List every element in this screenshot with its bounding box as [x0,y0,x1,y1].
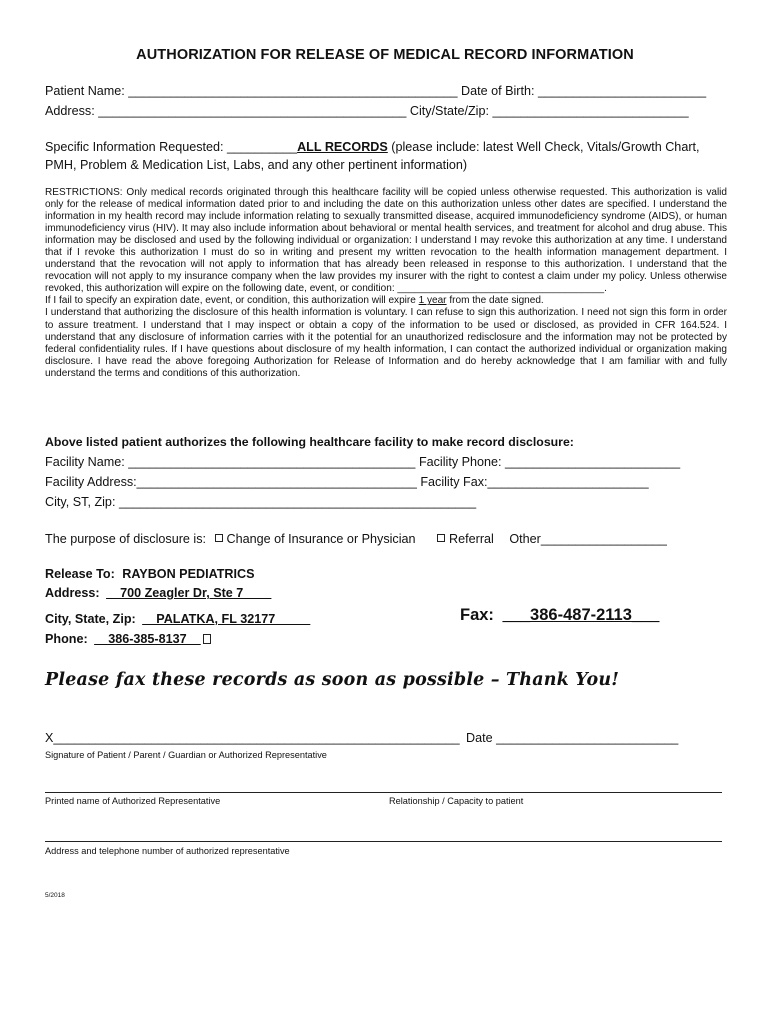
release-address-line [45,586,271,600]
release-city-value: __PALATKA, FL 32177_____ [142,612,311,626]
restrictions-paragraph: RESTRICTIONS: Only medical records originated through this healthcare facility will be copied unless otherwise requested. This authorization is valid only for the release of medical information dated prior to and including the date on this authorization unless other dates are specified. I understand the information in my health record may include information relating to sexually transmitted disease, acquired immunodeficiency syndrome (AIDS), or human immunodeficiency virus (HIV). It may also include information about behavioral or mental health services, and treatment for alcohol and drug abuse. This information may be disclosed and used by the following individual or organization: I understand I may revoke this authorization at any time. I understand that if I revoke this authorization I must do so in writing and present my written revocation to the health information management department. I understand that the revocation will not apply to information that has already been released in response to this authorization. I understand that the revocation will not apply to my insurance company when the law provides my insurer with the right to contest a claim under my policy. Unless otherwise revoked, this authorization will expire on the following date, event, or condition: _____________________________________. [45,187,727,295]
signature-line[interactable]: X__________________________________________________________ [45,731,460,745]
release-phone-value: __386-385-8137__ [94,632,201,646]
release-phone-line [45,632,211,646]
facility-heading: Above listed patient authorizes the following healthcare facility to make record disclosure: [45,435,574,449]
signature-caption: Signature of Patient / Parent / Guardian or Authorized Representative [45,750,327,760]
revision-date: 5/2018 [45,892,65,899]
release-address-value: __700 Zeagler Dr, Ste 7____ [106,586,272,600]
release-fax-label: Fax: [460,606,494,624]
form-title: AUTHORIZATION FOR RELEASE OF MEDICAL RECORD INFORMATION [136,47,634,63]
checkbox-icon[interactable] [437,534,445,542]
release-city-label: City, State, Zip: [45,612,136,626]
expiration-value[interactable]: 1 year [418,295,447,307]
release-fax-line [460,606,659,625]
date-line[interactable]: Date __________________________ [466,731,679,745]
purpose-other[interactable]: Other__________________ [509,532,667,546]
specific-info-line-2: PMH, Problem & Medication List, Labs, and any other pertinent information) [45,158,468,172]
facility-address-fax-line[interactable]: Facility Address:________________________________________ Facility Fax:_______________________ [45,475,649,489]
address-rule[interactable] [45,841,722,842]
release-to-line [45,567,255,581]
voluntary-paragraph: I understand that authorizing the disclosure of this health information is voluntary. I can refuse to sign this authorization. I need not sign this form in order to assure treatment. I understand that I may inspect or obtain a copy of the information to be used or disclosed, as provided in CFR 164.524. I understand that any disclosure of information carries with it the potential for an unauthorized redisclosure and the information may not be protected by federal confidentiality rules. If I have questions about disclosure of my health information, I can contact the authorized individual or organization making disclosure. I have read the above foregoing Authorization for Release of Information and do hereby acknowledge that I am familiar with and fully understand the terms and conditions of this authorization. [45,307,727,379]
release-phone-label: Phone: [45,632,88,646]
facility-city-line[interactable]: City, ST, Zip: ___________________________________________________ [45,495,477,509]
release-to-value: RAYBON PEDIATRICS [122,567,255,581]
thank-you-note: Please fax these records as soon as possible – Thank You! [45,670,620,690]
release-to-label: Release To: [45,567,115,581]
release-city-line [45,612,310,626]
printed-name-rule[interactable] [45,792,722,793]
placeholder-glyph-icon [203,634,211,644]
purpose-label: The purpose of disclosure is: [45,532,207,546]
facility-name-phone-line[interactable]: Facility Name: _________________________________________ Facility Phone: _________________________ [45,455,681,469]
purpose-option-insurance[interactable]: Change of Insurance or Physician [215,532,416,546]
address-caption: Address and telephone number of authorized representative [45,846,290,856]
release-fax-value: ___386-487-2113___ [502,606,660,624]
relationship-caption: Relationship / Capacity to patient [389,796,524,806]
specific-info-value[interactable]: ALL RECORDS [297,140,388,154]
printed-name-caption: Printed name of Authorized Representative [45,796,221,806]
checkbox-icon[interactable] [215,534,223,542]
address-city-line[interactable]: Address: ____________________________________________ City/State/Zip: ____________________________ [45,104,689,118]
expiration-paragraph: If I fail to specify an expiration date, event, or condition, this authorization will expire 1 year from the date signed. [45,295,544,307]
release-address-label: Address: [45,586,100,600]
restrictions-block [45,187,727,380]
specific-info-line [45,140,700,154]
purpose-line [45,532,667,546]
purpose-option-referral[interactable]: Referral [437,532,494,546]
patient-name-dob-line[interactable]: Patient Name: _______________________________________________ Date of Birth: ________________________ [45,84,707,98]
specific-info-prefix: Specific Information Requested: __________ [45,140,298,154]
specific-info-suffix: (please include: latest Well Check, Vitals/Growth Chart, [387,140,700,154]
